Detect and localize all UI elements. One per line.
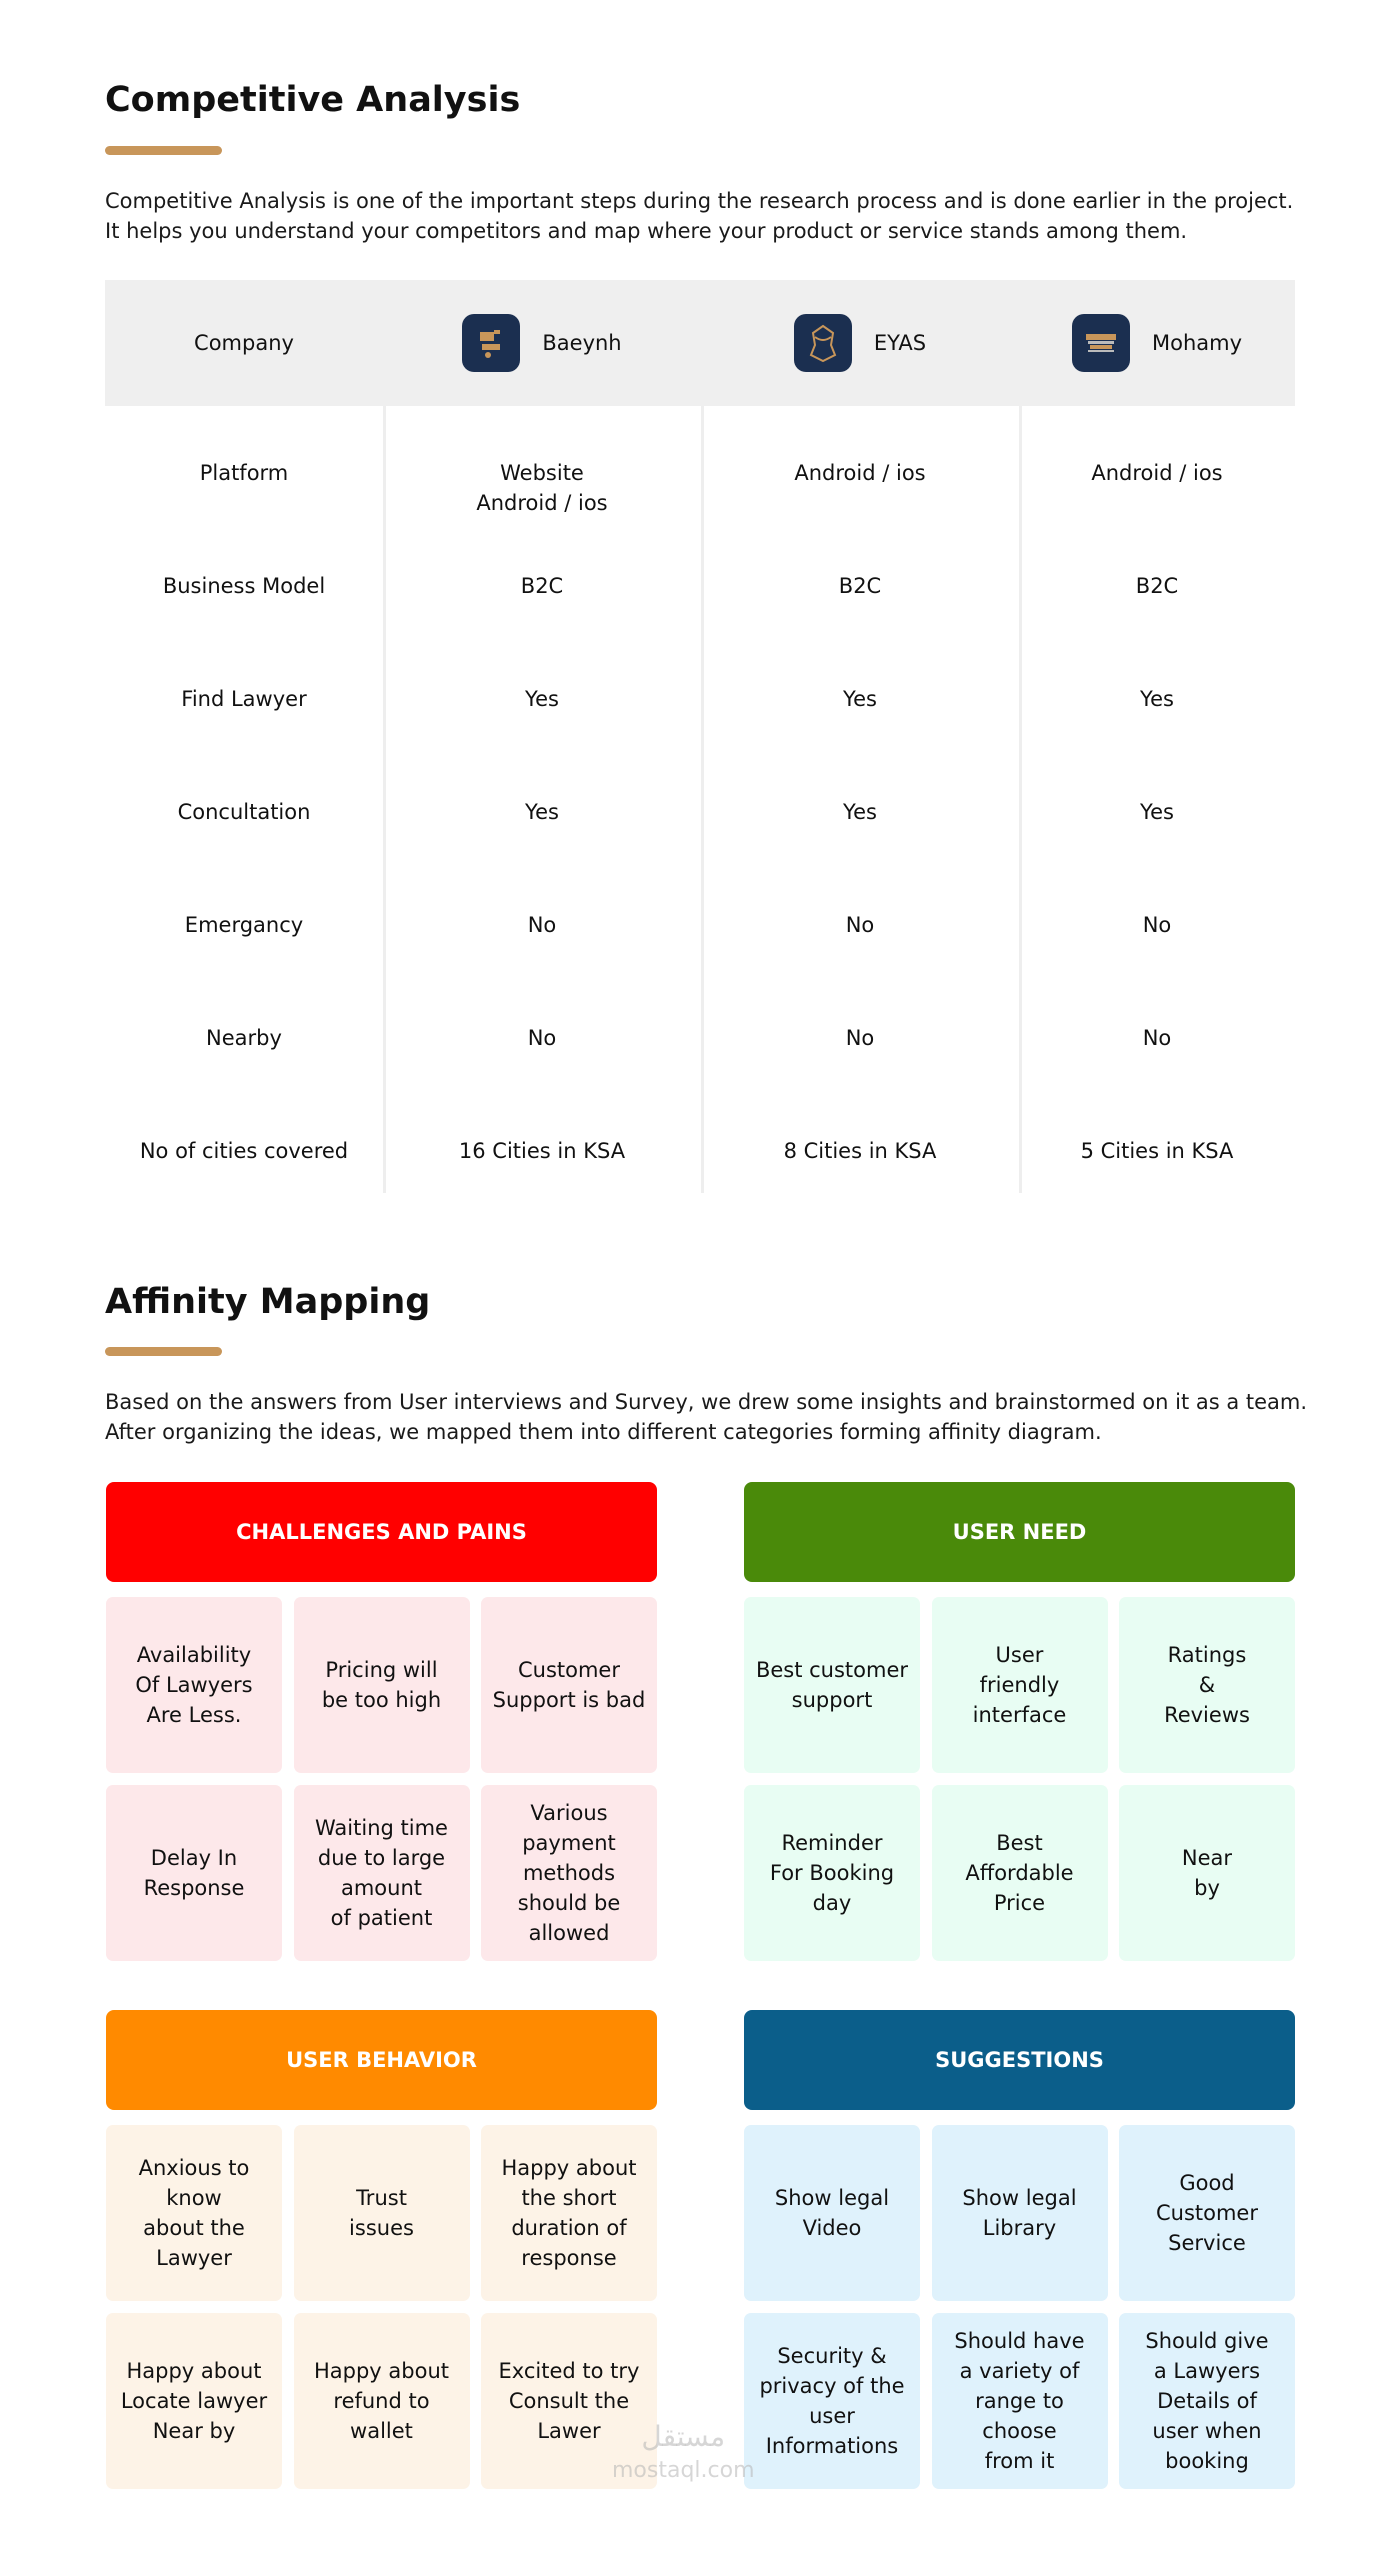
watermark-arabic: مستقل xyxy=(641,2420,726,2453)
row-label: Find Lawyer xyxy=(181,687,307,711)
row-label: Concultation xyxy=(177,800,311,824)
row-label: Nearby xyxy=(206,1026,282,1050)
mohamy-logo-icon xyxy=(1072,314,1130,372)
sticky-note: Happy about Locate lawyer Near by xyxy=(106,2313,282,2489)
baeynh-logo-icon xyxy=(462,314,520,372)
sticky-note: Delay In Response xyxy=(106,1785,282,1961)
eyas-logo-icon xyxy=(794,314,852,372)
section-description: Based on the answers from User interviews and Survey, we drew some insights and brainstormed on it as a team. After organizing the ideas, we mapped them into different categories forming affinity diagram. xyxy=(105,1390,1308,1444)
sticky-note: Anxious to know about the Lawyer xyxy=(106,2125,282,2301)
sticky-note: Waiting time due to large amount of patient xyxy=(294,1785,470,1961)
company-name: Baeynh xyxy=(542,331,622,355)
table-cell: Website Android / ios xyxy=(476,461,608,515)
table-cell: 8 Cities in KSA xyxy=(783,1139,937,1163)
group-header: SUGGESTIONS xyxy=(744,2010,1295,2110)
watermark-latin: mostaql.com xyxy=(612,2458,755,2483)
sticky-note: Good Customer Service xyxy=(1119,2125,1295,2301)
table-cell: Yes xyxy=(525,687,559,711)
row-label: Emergancy xyxy=(184,913,304,937)
sticky-note: Various payment methods should be allowed xyxy=(481,1785,657,1961)
row-label: Platform xyxy=(199,461,289,485)
company-name: Mohamy xyxy=(1151,331,1243,355)
header-company-baeynh xyxy=(383,280,701,406)
sticky-note: Customer Support is bad xyxy=(481,1597,657,1773)
sticky-note: Excited to try Consult the Lawer xyxy=(481,2313,657,2489)
sticky-note: Best Affordable Price xyxy=(932,1785,1108,1961)
section-description: Competitive Analysis is one of the important steps during the research process and is done earlier in the project. It helps you understand your competitors and map where your product or service stands among them. xyxy=(105,189,1294,243)
table-cell: No xyxy=(845,913,875,937)
comparison-table xyxy=(105,280,1295,1193)
sticky-note: User friendly interface xyxy=(932,1597,1108,1773)
sticky-note: Ratings & Reviews xyxy=(1119,1597,1295,1773)
table-cell: No xyxy=(527,1026,557,1050)
row-label: Business Model xyxy=(162,574,326,598)
header-company-mohamy xyxy=(1019,280,1295,406)
sticky-note: Happy about refund to wallet xyxy=(294,2313,470,2489)
row-label: No of cities covered xyxy=(139,1139,349,1163)
sticky-note: Best customer support xyxy=(744,1597,920,1773)
table-cell: Yes xyxy=(1140,687,1174,711)
table-cell: No xyxy=(1142,1026,1172,1050)
sticky-note: Pricing will be too high xyxy=(294,1597,470,1773)
table-cell: B2C xyxy=(520,574,564,598)
company-name: EYAS xyxy=(873,331,927,355)
table-cell: No xyxy=(527,913,557,937)
table-cell: 5 Cities in KSA xyxy=(1080,1139,1234,1163)
section-title: Competitive Analysis xyxy=(105,80,521,120)
group-header: CHALLENGES AND PAINS xyxy=(106,1482,657,1582)
sticky-note: Availability Of Lawyers Are Less. xyxy=(106,1597,282,1773)
sticky-note: Security & privacy of the user Informations xyxy=(744,2313,920,2489)
table-header xyxy=(105,280,1295,406)
sticky-note: Show legal Library xyxy=(932,2125,1108,2301)
sticky-note: Near by xyxy=(1119,1785,1295,1961)
table-cell: Android / ios xyxy=(1091,461,1223,485)
section-title: Affinity Mapping xyxy=(105,1282,431,1322)
table-cell: Yes xyxy=(1140,800,1174,824)
table-cell: No xyxy=(845,1026,875,1050)
watermark xyxy=(612,2420,755,2488)
table-cell: Yes xyxy=(843,687,877,711)
title-underline xyxy=(105,1347,222,1356)
header-company-eyas xyxy=(701,280,1019,406)
sticky-note: Reminder For Booking day xyxy=(744,1785,920,1961)
sticky-note: Happy about the short duration of response xyxy=(481,2125,657,2301)
sticky-note: Trust issues xyxy=(294,2125,470,2301)
header-company-label: Company xyxy=(194,331,294,355)
table-cell: No xyxy=(1142,913,1172,937)
group-header: USER BEHAVIOR xyxy=(106,2010,657,2110)
sticky-note: Show legal Video xyxy=(744,2125,920,2301)
sticky-note: Should give a Lawyers Details of user when booking xyxy=(1119,2313,1295,2489)
table-cell: B2C xyxy=(1135,574,1179,598)
table-cell: Yes xyxy=(525,800,559,824)
table-cell: Android / ios xyxy=(794,461,926,485)
title-underline xyxy=(105,146,222,155)
table-cell: B2C xyxy=(838,574,882,598)
group-header: USER NEED xyxy=(744,1482,1295,1582)
sticky-note: Should have a variety of range to choose from it xyxy=(932,2313,1108,2489)
table-cell: Yes xyxy=(843,800,877,824)
table-cell: 16 Cities in KSA xyxy=(458,1139,626,1163)
